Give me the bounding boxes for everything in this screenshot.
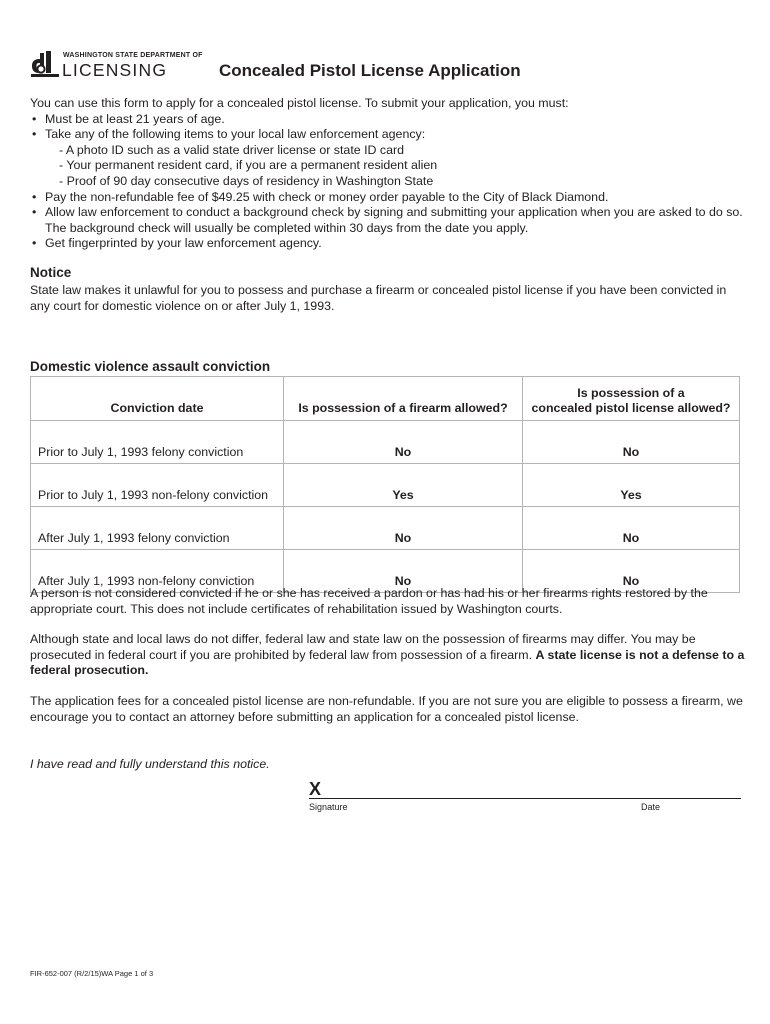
list-item: • Allow law enforcement to conduct a background check by signing and submitting your application when you are asked to do so. The background check will usually be completed within 30 days from the date you apply. [32,205,743,235]
list-item: • Get fingerprinted by your law enforcement agency. [32,236,322,251]
federal-law-paragraph: Although state and local laws do not differ, federal law and state law on the possession of firearms may differ. You may be prosecuted in federal court if you are prohibited by federal law from possession of a firearm. A state license is not a defense to a federal prosecution. [30,632,745,678]
cell-firearm: No [284,507,523,550]
sub-item: - A photo ID such as a valid state driver license or state ID card [59,142,405,157]
date-label: Date [641,802,661,812]
form-id: FIR-652-007 (R/2/15)WA Page 1 of 3 [30,969,154,978]
agency-line: WASHINGTON STATE DEPARTMENT OF [63,52,203,59]
table-header-row [31,377,740,421]
cell-date: After July 1, 1993 felony conviction [31,507,284,550]
intro-lead: You can use this form to apply for a concealed pistol license. To submit your application, you must: [30,96,569,110]
cell-firearm: Yes [284,464,523,507]
notice-text: State law makes it unlawful for you to possess and purchase a firearm or concealed pistol license if you have been convicted in any court for domestic violence on or after July 1, 1993. [30,283,727,313]
notice-heading: Notice [30,265,72,280]
table-row [31,421,740,464]
page-title: Concealed Pistol License Application [219,61,521,80]
cell-license: No [523,421,740,464]
conviction-table [30,376,740,593]
cell-firearm: No [284,421,523,464]
col-header-conviction-date: Conviction date [31,377,284,421]
bullet-icon: • [32,111,37,126]
bullet-icon: • [32,189,37,204]
cell-license: No [523,507,740,550]
table-row [31,464,740,507]
dol-logo-icon [30,50,60,80]
signature-x-mark: X [309,779,322,799]
bullet-icon: • [32,236,37,251]
list-item: • Must be at least 21 years of age. [32,111,225,126]
fees-paragraph: The application fees for a concealed pistol license are non-refundable. If you are not sure you are eligible to possess a firearm, we encourage you to contact an attorney before submitting an application for a concealed pistol license. [30,694,743,724]
cell-license: Yes [523,464,740,507]
signature-line[interactable] [309,798,741,799]
dv-table-heading: Domestic violence assault conviction [30,359,271,374]
signature-label: Signature [309,802,348,812]
acknowledgement: I have read and fully understand this notice. [30,757,270,771]
federal-warning: A state license is not a defense to a federal prosecution. [30,647,745,678]
pardon-paragraph: A person is not considered convicted if he or she has received a pardon or has had his or her firearms rights restored by the appropriate court. This does not include certificates of rehabilitation issued by Washington courts. [30,586,708,616]
bullet-icon: • [32,127,37,142]
cell-date: Prior to July 1, 1993 felony conviction [31,421,284,464]
intro-section [30,96,750,252]
table-row [31,507,740,550]
cell-date: Prior to July 1, 1993 non-felony conviction [31,464,284,507]
cell-firearm: No [284,550,523,593]
agency-name: LICENSING [62,60,168,80]
dol-logo [30,50,203,80]
sub-item: - Your permanent resident card, if you are a permanent resident alien [59,158,438,173]
list-item: • Pay the non-refundable fee of $49.25 with check or money order payable to the City of Black Diamond. [32,189,609,204]
sub-item: - Proof of 90 day consecutive days of residency in Washington State [59,173,434,188]
requirements-list [30,112,750,252]
cell-license: No [523,550,740,593]
col-header-license: Is possession of a concealed pistol license allowed? [523,377,740,421]
bullet-icon: • [32,205,37,220]
col-header-firearm: Is possession of a firearm allowed? [284,377,523,421]
list-item: • Take any of the following items to your local law enforcement agency: - A photo ID such as a valid state driver license or state ID card - Your permanent resident card, if you are a permanent resident alien - Proof of 90 day consecutive days of residency in Washington State [30,127,750,189]
cell-date: After July 1, 1993 non-felony conviction [31,550,284,593]
